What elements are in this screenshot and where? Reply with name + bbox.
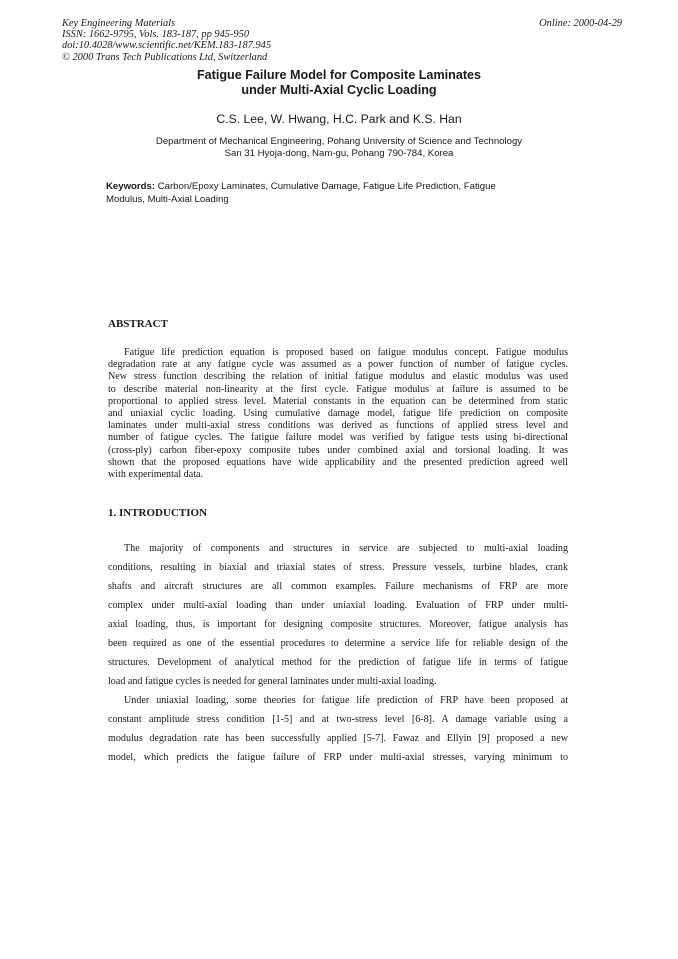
keywords-text-2: Modulus, Multi-Axial Loading	[106, 193, 229, 205]
intro-line: model, which predicts the fatigue failure of FRP under multi-axial stresses, varying minimum to	[108, 752, 568, 763]
intro-line: constant amplitude stress condition [1-5] and at two-stress level [6-8]. A damage variable using a	[108, 714, 568, 725]
intro-line: load and fatigue cycles is needed for general laminates under multi-axial loading.	[108, 676, 437, 687]
affiliation	[0, 136, 678, 160]
intro-line: modulus degradation rate has been successfully applied [5-7]. Fawaz and Ellyin [9] proposed a new	[108, 733, 568, 744]
abstract-line: number of fatigue cycles. The fatigue failure model was verified by fatigue tests using bi-directional	[108, 432, 568, 444]
abstract-line: and uniaxial cyclic loading. Using cumulative damage model, fatigue life prediction on composite	[108, 407, 568, 419]
introduction-body	[108, 539, 568, 767]
paper-title	[0, 68, 678, 98]
issn-line: ISSN: 1662-9795, Vols. 183-187, pp 945-950	[62, 29, 250, 41]
journal-name: Key Engineering Materials	[62, 18, 176, 29]
abstract-line: New stress function describing the relation of initial fatigue modulus and elastic modulus was used	[108, 371, 568, 383]
affiliation-line-1: Department of Mechanical Engineering, Pohang University of Science and Technology	[155, 136, 523, 147]
intro-line: shafts and aircraft structures are all common examples. Failure mechanisms of FRP are more	[108, 581, 568, 592]
abstract-heading: ABSTRACT	[108, 318, 168, 330]
journal-header	[62, 18, 622, 63]
abstract-body	[108, 347, 568, 481]
keywords-text-1: Carbon/Epoxy Laminates, Cumulative Damage, Fatigue Life Prediction, Fatigue	[155, 181, 496, 192]
abstract-line: laminates under multi-axial stress conditions was derived as functions of applied stress level and	[108, 420, 568, 432]
doi-line: doi:10.4028/www.scientific.net/KEM.183-187.945	[62, 40, 272, 52]
intro-line: complex under multi-axial loading than under uniaxial loading. Evaluation of FRP under multi-	[108, 600, 568, 611]
introduction-heading: 1. INTRODUCTION	[108, 507, 208, 519]
title-line-2: under Multi-Axial Cyclic Loading	[241, 83, 437, 97]
online-date: Online: 2000-04-29	[539, 18, 622, 29]
abstract-line: to describe material non-linearity at the first cycle. Fatigue modulus at failure is assumed to be	[108, 383, 568, 395]
abstract-line: Fatigue life prediction equation is proposed based on fatigue modulus concept. Fatigue modulus	[124, 347, 568, 358]
abstract-line: (cross-ply) carbon fiber-epoxy composite tubes under combined axial and torsional loading. It was	[108, 444, 568, 456]
intro-line: axial loading, thus, is important for designing composite structures. Moreover, fatigue analysis has	[108, 619, 568, 630]
keywords	[106, 181, 576, 206]
intro-line: conditions, resulting in biaxial and triaxial states of stress. Pressure vessels, turbine blades, crank	[108, 562, 568, 573]
intro-line: structures. Development of analytical method for the prediction of fatigue life in terms of fatigue	[108, 657, 568, 668]
abstract-line: shown that the proposed equations have wide applicability and the presented prediction agreed well	[108, 456, 568, 468]
abstract-line: degradation rate at any fatigue cycle was assumed as a power function of number of fatigue cycles.	[108, 359, 568, 371]
citation-block	[62, 18, 622, 63]
copyright-line: © 2000 Trans Tech Publications Ltd, Switzerland	[62, 51, 268, 63]
author-list: C.S. Lee, W. Hwang, H.C. Park and K.S. Han	[216, 112, 462, 126]
abstract-line: proportional to applied stress level. Material constants in the equation can be determined from static	[108, 395, 568, 407]
keywords-label: Keywords:	[106, 181, 156, 192]
intro-line: been required as one of the essential procedures to determine a service life for reliable design of the	[108, 638, 568, 649]
title-line-1: Fatigue Failure Model for Composite Laminates	[196, 68, 482, 82]
abstract-line: with experimental data.	[108, 468, 204, 480]
affiliation-line-2: San 31 Hyoja-dong, Nam-gu, Pohang 790-784, Korea	[224, 148, 454, 159]
intro-line: The majority of components and structures in service are subjected to multi-axial loading	[124, 543, 568, 554]
intro-line: Under uniaxial loading, some theories for fatigue life prediction of FRP have been proposed at	[124, 695, 568, 706]
